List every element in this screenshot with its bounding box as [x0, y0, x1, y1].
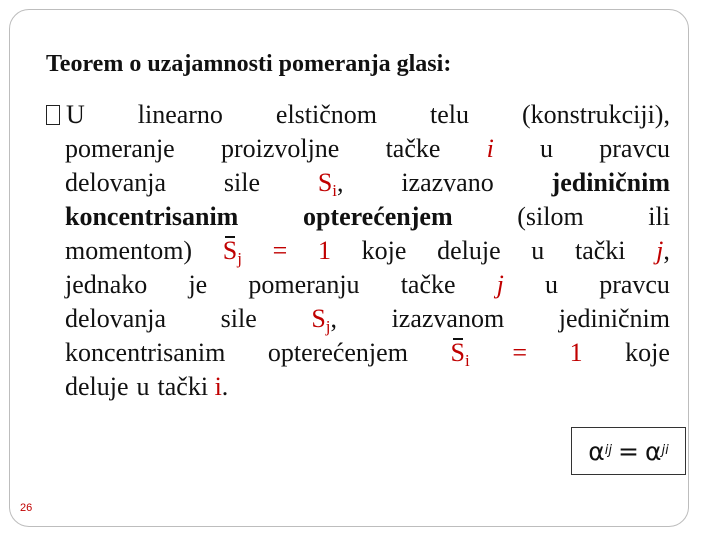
unit-force-si: $S_i$ — [450, 338, 470, 370]
point-j: j — [656, 236, 664, 265]
force-si: $S_i$ — [317, 168, 338, 200]
slide-title: Teorem o uzajamnosti pomeranja glasi: — [46, 51, 452, 77]
text-line-2: pomeranje proizvoljne tačke i u pravcu — [46, 132, 670, 166]
page-number: 26 — [20, 502, 33, 514]
text-line-5: momentom) $S_j$ = 1 koje deluje u tački j, — [65, 236, 670, 268]
text-line-6: jednako je pomeranju tačke j u pravcu — [46, 268, 670, 302]
unit-force-sj: $S_j$ — [222, 236, 242, 268]
reciprocity-formula: α ij = α ji — [571, 427, 686, 475]
point-i: i — [214, 372, 222, 401]
point-i: i — [486, 134, 494, 163]
text-line-1: U linearno elstičnom telu (konstrukciji), — [46, 98, 670, 132]
theorem-text — [46, 98, 670, 404]
text-line-7: delovanja sile $S_j$, izazvanom jediničnim — [65, 304, 670, 336]
text-line-9: deluje u tački i. — [65, 372, 229, 401]
text-line-8: koncentrisanim opterećenjem $S_i$ = 1 koje — [65, 338, 670, 370]
point-j: j — [496, 270, 504, 299]
text-line-3: delovanja sile $S_i$, izazvano jediničnim — [65, 168, 670, 200]
text-line-4: koncentrisanim opterećenjem (silom ili — [65, 202, 670, 231]
force-sj: $S_j$ — [311, 304, 331, 336]
square-bullet-icon — [46, 105, 60, 125]
